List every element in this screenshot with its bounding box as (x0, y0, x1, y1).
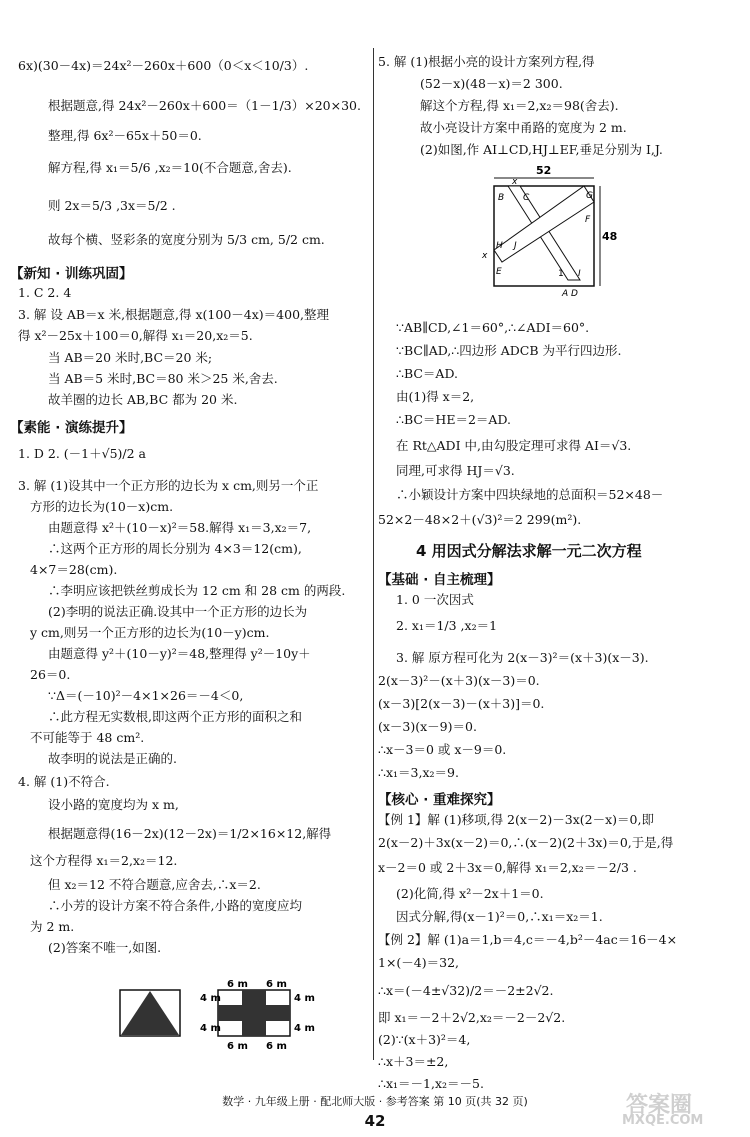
text-line: 52×2－48×2＋(√3)²＝2 299(m²). (378, 512, 582, 527)
section-title: 4 用因式分解法求解一元二次方程 (416, 542, 642, 560)
section-heading: 【核心 · 重难探究】 (378, 792, 501, 808)
text-line: (2)答案不唯一,如图. (48, 940, 162, 955)
figure-label: 6 m (266, 979, 287, 990)
text-line: (2)如图,作 AI⊥CD,HJ⊥EF,垂足分别为 I,J. (420, 142, 663, 157)
garden-path-figures (110, 976, 360, 1056)
text-line: ∴x＝(－4±√32)/2＝－2±2√2. (378, 983, 554, 998)
road-diagram (474, 162, 618, 299)
text-line: 1. D 2. (－1＋√5)/2 a (18, 446, 147, 461)
text-line: 但 x₂＝12 不符合题意,应舍去,∴x＝2. (48, 877, 261, 892)
text-line: 解这个方程,得 x₁＝2,x₂＝98(舍去). (420, 98, 619, 113)
text-line: 3. 解 设 AB＝x 米,根据题意,得 x(100－4x)＝400,整理 (18, 307, 329, 322)
text-line: 1. 0 一次因式 (396, 592, 474, 607)
text-line: 5. 解 (1)根据小亮的设计方案列方程,得 (378, 54, 595, 69)
width-x-label: x (482, 251, 488, 261)
figure-label: 4 m (294, 1023, 315, 1034)
angle-label: 1 (558, 269, 564, 279)
text-line: 故李明的说法是正确的. (48, 751, 177, 766)
text-line: ∴BC＝AD. (396, 366, 459, 381)
section-heading: 【新知 · 训练巩固】 (10, 266, 133, 282)
text-line: ∴x－3＝0 或 x－9＝0. (378, 742, 507, 757)
text-line: 设小路的宽度均为 x m, (48, 797, 179, 812)
text-line: 这个方程得 x₁＝2,x₂＝12. (30, 853, 178, 868)
text-line: ∵Δ＝(－10)²－4×1×26＝－4＜0, (48, 688, 244, 703)
text-line: 因式分解,得(x－1)²＝0,∴x₁＝x₂＝1. (396, 909, 603, 924)
text-line: 由题意得 x²＋(10－x)²＝58.解得 x₁＝3,x₂＝7, (48, 520, 312, 535)
text-line: (2)∵(x＋3)²＝4, (378, 1032, 471, 1047)
text-line: 4. 解 (1)不符合. (18, 774, 110, 789)
point-label: D (571, 289, 578, 299)
text-line: 当 AB＝5 米时,BC＝80 米＞25 米,舍去. (48, 371, 278, 386)
text-line: 6x)(30－4x)＝24x²－260x＋600（0＜x＜10/3）. (18, 58, 309, 73)
width-x-label: x (512, 177, 518, 187)
point-label: H (496, 241, 503, 251)
text-line: ∵AB∥CD,∠1＝60°,∴∠ADI＝60°. (396, 320, 590, 335)
text-line: 1. C 2. 4 (18, 285, 72, 300)
text-line: ∴x₁＝3,x₂＝9. (378, 765, 459, 780)
text-line: 26＝0. (30, 667, 71, 682)
text-line: (2)化简,得 x²－2x＋1＝0. (396, 886, 544, 901)
height-label: 48 (602, 230, 618, 243)
point-label: I (578, 269, 581, 279)
point-label: A (562, 289, 569, 299)
text-line: (x－3)(x－9)＝0. (378, 719, 477, 734)
text-line: (x－3)[2(x－3)－(x＋3)]＝0. (378, 696, 545, 711)
text-line: ∴这两个正方形的周长分别为 4×3＝12(cm), (48, 541, 302, 556)
text-line: x－2＝0 或 2＋3x＝0,解得 x₁＝2,x₂＝－2/3 . (378, 860, 637, 875)
point-label: B (498, 193, 505, 203)
text-line: 得 x²－25x＋100＝0,解得 x₁＝20,x₂＝5. (18, 328, 253, 343)
text-line: 故小亮设计方案中甬路的宽度为 2 m. (420, 120, 627, 135)
figure-label: 6 m (227, 979, 248, 990)
text-line: ∴此方程无实数根,即这两个正方形的面积之和 (48, 709, 302, 724)
text-line: 整理,得 6x²－65x＋50＝0. (48, 128, 202, 143)
text-line: 【例 1】解 (1)移项,得 2(x－2)－3x(2－x)＝0,即 (378, 812, 654, 827)
text-line: ∴x＋3＝±2, (378, 1054, 449, 1069)
text-line: 4×7＝28(cm). (30, 562, 118, 577)
width-label: 52 (536, 164, 552, 177)
text-line: 当 AB＝20 米时,BC＝20 米; (48, 350, 213, 365)
horizontal-path (218, 1005, 290, 1021)
watermark-url: MXQE.COM (622, 1113, 704, 1128)
point-label: E (496, 267, 502, 277)
text-line: y cm,则另一个正方形的边长为(10－y)cm. (30, 625, 270, 640)
text-line: ∵BC∥AD,∴四边形 ADCB 为平行四边形. (396, 343, 622, 358)
text-line: ∴小颖设计方案中四块绿地的总面积＝52×48－ (396, 487, 664, 502)
text-line: 2. x₁＝1/3 ,x₂＝1 (396, 618, 498, 633)
text-line: ∴x₁＝－1,x₂＝－5. (378, 1076, 484, 1091)
page-number: 42 (364, 1112, 386, 1130)
text-line: 同理,可求得 HJ＝√3. (396, 463, 515, 478)
text-line: 故每个横、竖彩条的宽度分别为 5/3 cm, 5/2 cm. (48, 232, 325, 247)
text-line: 为 2 m. (30, 919, 75, 934)
text-line: 方形的边长为(10－x)cm. (30, 499, 174, 514)
text-line: 【例 2】解 (1)a＝1,b＝4,c＝－4,b²－4ac＝16－4× (378, 932, 678, 947)
text-line: 不可能等于 48 cm². (30, 730, 145, 745)
text-line: ∴李明应该把铁丝剪成长为 12 cm 和 28 cm 的两段. (48, 583, 346, 598)
section-heading: 【素能 · 演练提升】 (10, 420, 133, 436)
point-label: C (523, 193, 530, 203)
figure-label: 4 m (200, 993, 221, 1004)
text-line: 由(1)得 x＝2, (396, 389, 475, 404)
point-label: G (586, 191, 593, 201)
figure-label: 4 m (294, 993, 315, 1004)
section-heading: 【基础 · 自主梳理】 (378, 572, 501, 588)
text-line: 解方程,得 x₁＝5/6 ,x₂＝10(不合题意,舍去). (48, 160, 292, 175)
text-line: 2(x－2)＋3x(x－2)＝0,∴(x－2)(2＋3x)＝0,于是,得 (378, 835, 674, 850)
text-line: 由题意得 y²＋(10－y)²＝48,整理得 y²－10y＋ (48, 646, 311, 661)
text-line: 根据题意得(16－2x)(12－2x)＝1/2×16×12,解得 (48, 826, 332, 841)
text-line: ∴小芳的设计方案不符合条件,小路的宽度应均 (48, 898, 302, 913)
text-line: 则 2x＝5/3 ,3x＝5/2 . (48, 198, 176, 213)
column-divider (373, 48, 374, 1060)
text-line: 3. 解 原方程可化为 2(x－3)²＝(x＋3)(x－3). (396, 650, 649, 665)
point-label: F (585, 215, 591, 225)
figure-label: 6 m (266, 1041, 287, 1052)
text-line: 即 x₁＝－2＋2√2,x₂＝－2－2√2. (378, 1010, 566, 1025)
text-line: 在 Rt△ADI 中,由勾股定理可求得 AI＝√3. (396, 438, 632, 453)
watermark-logo: 答案圈 (626, 1093, 693, 1118)
page-footer: 数学 · 九年级上册 · 配北师大版 · 参考答案 第 10 页(共 32 页) (222, 1095, 528, 1108)
text-line: ∴BC＝HE＝2＝AD. (396, 412, 511, 427)
figure-label: 4 m (200, 1023, 221, 1034)
text-line: 2(x－3)²－(x＋3)(x－3)＝0. (378, 673, 540, 688)
text-line: 3. 解 (1)设其中一个正方形的边长为 x cm,则另一个正 (18, 478, 319, 493)
text-line: 故羊圈的边长 AB,BC 都为 20 米. (48, 392, 238, 407)
figure-label: 6 m (227, 1041, 248, 1052)
text-line: 1×(－4)＝32, (378, 955, 460, 970)
text-line: (52－x)(48－x)＝2 300. (420, 76, 563, 91)
point-label: J (514, 241, 517, 251)
text-line: 根据题意,得 24x²－260x＋600＝（1－1/3）×20×30. (48, 98, 361, 113)
text-line: (2)李明的说法正确.设其中一个正方形的边长为 (48, 604, 308, 619)
